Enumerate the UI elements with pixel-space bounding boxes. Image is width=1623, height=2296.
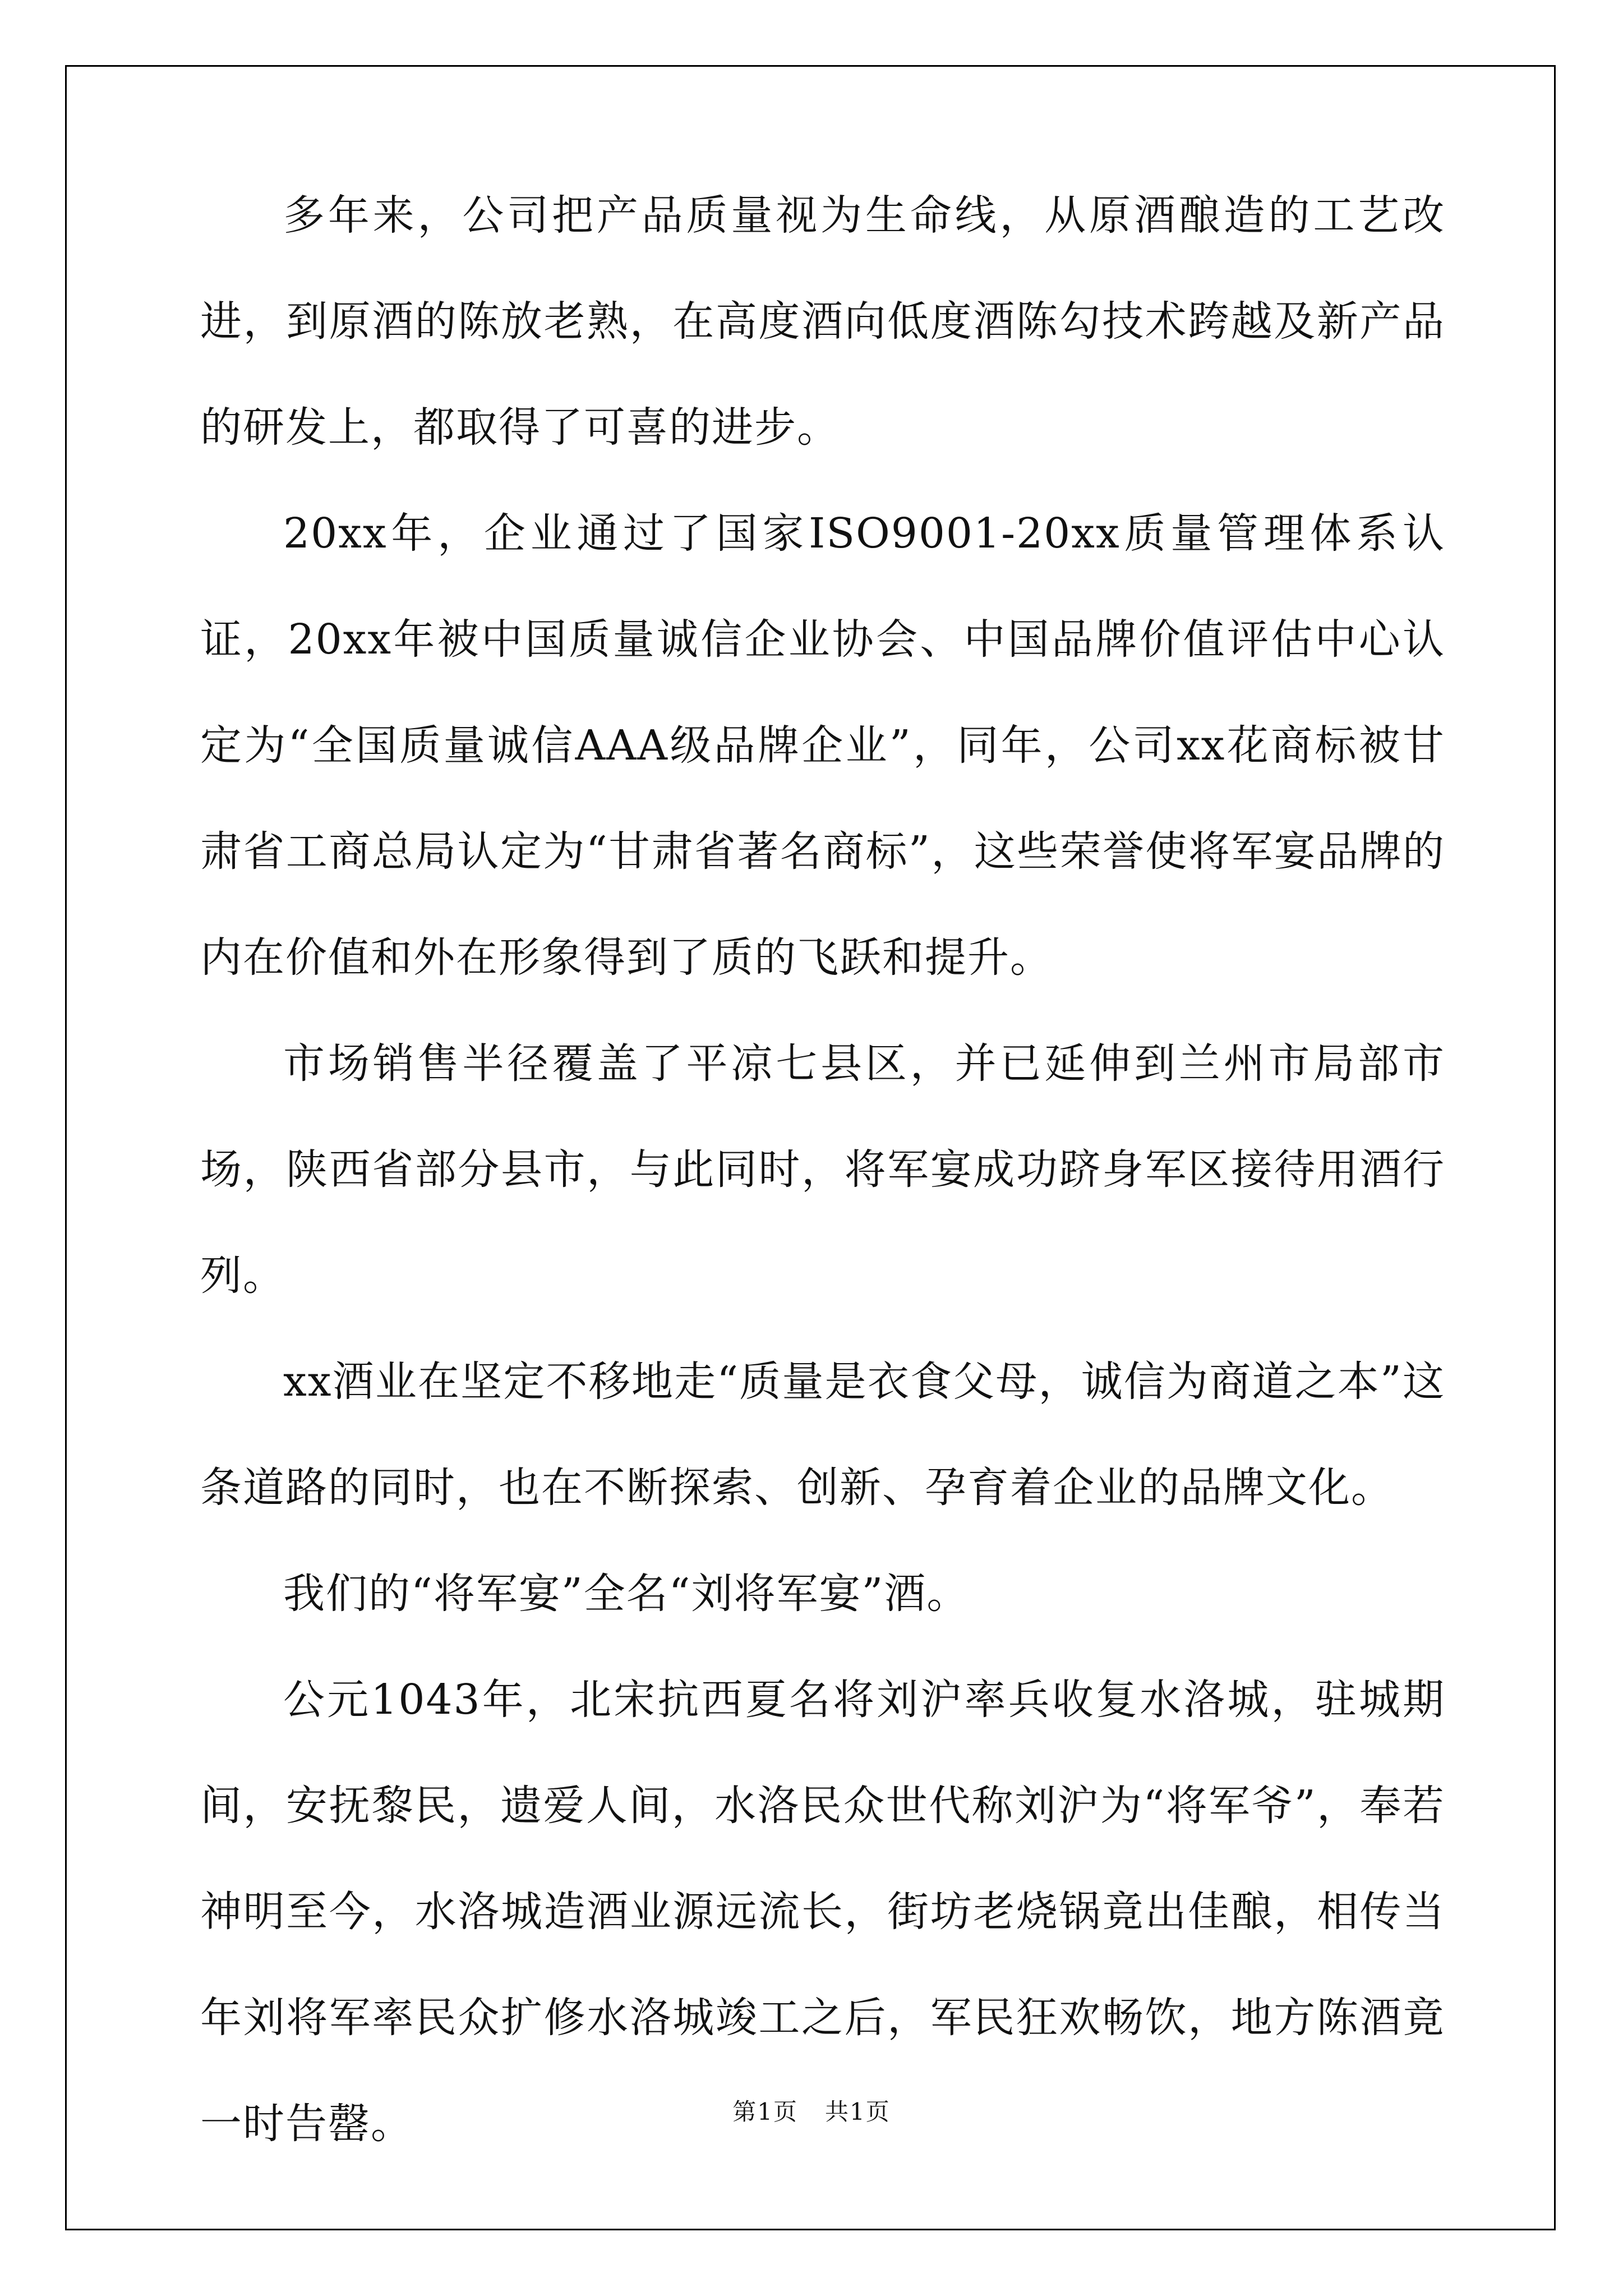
paragraph: 市场销售半径覆盖了平凉七县区，并已延伸到兰州市局部市场，陕西省部分县市，与此同时，将军宴成功跻身军区接待用酒行列。 (200, 1039, 1445, 1300)
page-footer (0, 2093, 1623, 2127)
page-total: 共1页 (825, 2098, 891, 2125)
paragraph: 公元1043年，北宋抗西夏名将刘沪率兵收复水洛城，驻城期间，安抚黎民，遗爱人间，水洛民众世代称刘沪为“将军爷”，奉若神明至今，水洛城造酒业源远流长，街坊老烧锅竟出佳酿，相传当年刘将军率民众扩修水洛城竣工之后，军民狂欢畅饮，地方陈酒竟一时告罄。 (200, 1676, 1445, 2148)
paragraph: 我们的“将军宴”全名“刘将军宴”酒。 (283, 1570, 970, 1618)
page-number: 第1页 (732, 2098, 798, 2125)
paragraph: 20xx年，企业通过了国家ISO9001-20xx质量管理体系认证，20xx年被中国质量诚信企业协会、中国品牌价值评估中心认定为“全国质量诚信AAA级品牌企业”，同年，公司xx花商标被甘肃省工商总局认定为“甘肃省著名商标”，这些荣誉使将军宴品牌的内在价值和外在形象得到了质的飞跃和提升。 (200, 509, 1445, 982)
paragraph: xx酒业在坚定不移地走“质量是衣食父母，诚信为商道之本”这条道路的同时，也在不断探索、创新、孕育着企业的品牌文化。 (200, 1358, 1445, 1512)
paragraph: 多年来，公司把产品质量视为生命线，从原酒酿造的工艺改进，到原酒的陈放老熟，在高度酒向低度酒陈勾技术跨越及新产品的研发上，都取得了可喜的进步。 (200, 191, 1445, 452)
document-body (200, 163, 1445, 2177)
